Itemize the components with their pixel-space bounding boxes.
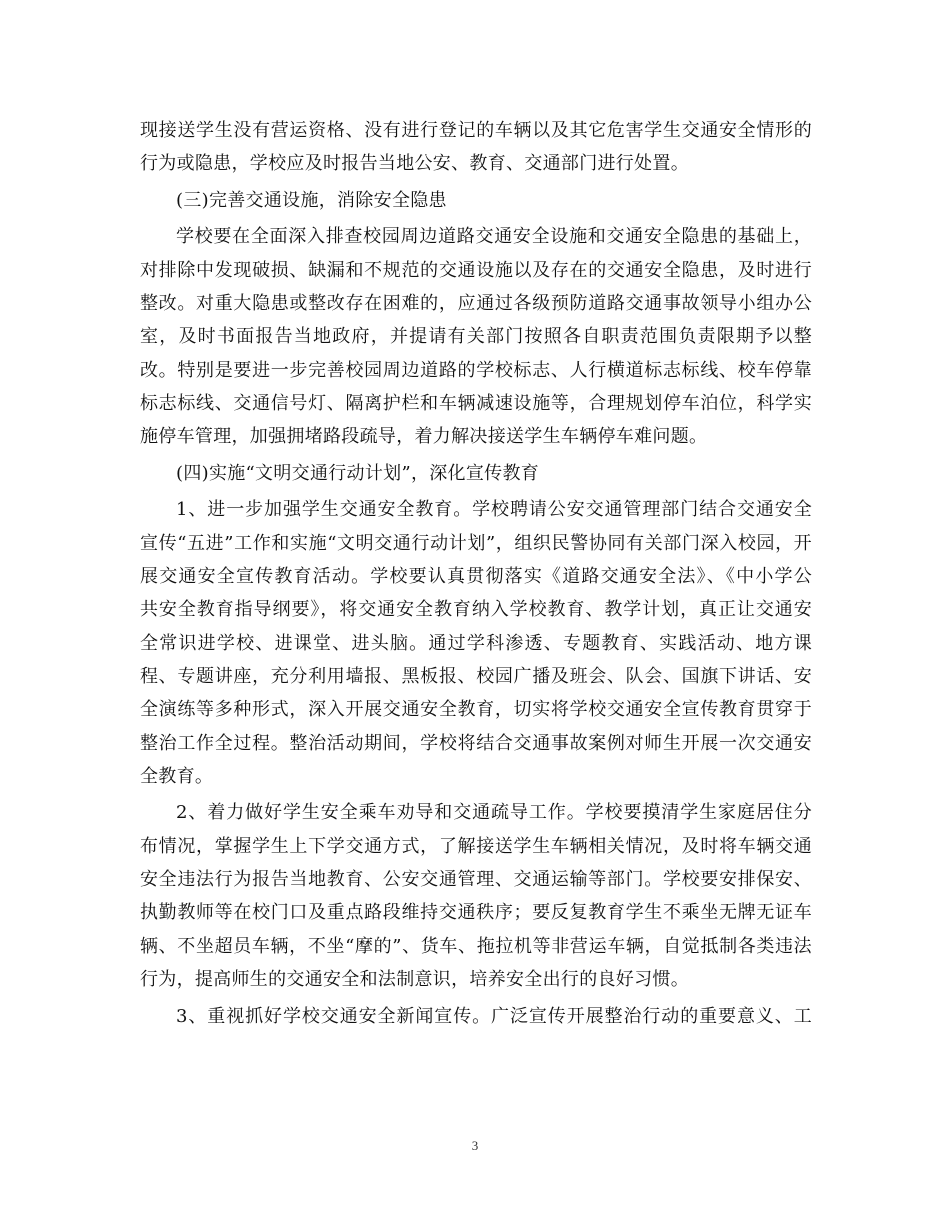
text-line: 学校要在全面深入排查校园周边道路交通安全设施和交通安全隐患的基础上， xyxy=(176,226,812,248)
text-line: 2、着力做好学生安全乘车劝导和交通疏导工作。学校要摸清学生家庭居住分 xyxy=(176,802,812,824)
paragraph xyxy=(140,796,812,996)
text-line: 共安全教育指导纲要》，将交通安全教育纳入学校教育、教学计划，真正让交通安 xyxy=(140,599,812,621)
text-line: 全教育。 xyxy=(140,765,214,787)
heading-line: (三)完善交通设施，消除安全隐患 xyxy=(176,189,447,211)
text-line: 执勤教师等在校门口及重点路段维持交通秩序；要反复教育学生不乘坐无牌无证车 xyxy=(140,902,812,924)
text-line: 3、重视抓好学校交通安全新闻宣传。广泛宣传开展整治行动的重要意义、工 xyxy=(176,1005,812,1027)
heading-line: (四)实施“文明交通行动计划”，深化宣传教育 xyxy=(176,462,540,484)
text-line: 改。特别是要进一步完善校园周边道路的学校标志、人行横道标志标线、校车停靠 xyxy=(140,359,812,381)
text-line: 对排除中发现破损、缺漏和不规范的交通设施以及存在的交通安全隐患，及时进行 xyxy=(140,259,812,281)
text-line: 宣传“五进”工作和实施“文明交通行动计划”，组织民警协同有关部门深入校园，开 xyxy=(140,532,812,554)
body-text xyxy=(140,114,812,1033)
paragraph xyxy=(140,493,812,793)
text-line: 布情况，掌握学生上下学交通方式，了解接送学生车辆相关情况，及时将车辆交通 xyxy=(140,835,812,857)
page-number: 3 xyxy=(471,1138,479,1153)
text-line: 全常识进学校、进课堂、进头脑。通过学科渗透、专题教育、实践活动、地方课 xyxy=(140,632,812,654)
text-line: 行为或隐患，学校应及时报告当地公安、教育、交通部门进行处置。 xyxy=(140,153,689,175)
text-line: 现接送学生没有营运资格、没有进行登记的车辆以及其它危害学生交通安全情形的 xyxy=(140,120,812,141)
text-line: 展交通安全宣传教育活动。学校要认真贯彻落实《道路交通安全法》、《中小学公 xyxy=(140,566,812,588)
section-heading xyxy=(140,457,812,490)
text-line: 整治工作全过程。整治活动期间，学校将结合交通事故案例对师生开展一次交通安 xyxy=(140,732,812,754)
text-line: 安全违法行为报告当地教育、公安交通管理、交通运输等部门。学校要安排保安、 xyxy=(140,869,812,891)
paragraph xyxy=(140,114,812,181)
text-line: 程、专题讲座，充分利用墙报、黑板报、校园广播及班会、队会、国旗下讲话、安 xyxy=(140,665,812,687)
text-line: 标志标线、交通信号灯、隔离护栏和车辆减速设施等，合理规划停车泊位，科学实 xyxy=(140,392,812,414)
paragraph xyxy=(140,220,812,453)
section-heading xyxy=(140,184,812,217)
text-line: 室，及时书面报告当地政府，并提请有关部门按照各自职责范围负责限期予以整 xyxy=(140,326,812,348)
text-line: 全演练等多种形式，深入开展交通安全教育，切实将学校交通安全宣传教育贯穿于 xyxy=(140,699,812,721)
paragraph xyxy=(140,1000,812,1033)
text-line: 辆、不坐超员车辆，不坐“摩的”、货车、拖拉机等非营运车辆，自觉抵制各类违法 xyxy=(140,935,812,957)
text-line: 施停车管理，加强拥堵路段疏导，着力解决接送学生车辆停车难问题。 xyxy=(140,426,708,448)
text-line: 行为，提高师生的交通安全和法制意识，培养安全出行的良好习惯。 xyxy=(140,968,689,990)
text-line: 整改。对重大隐患或整改存在困难的，应通过各级预防道路交通事故领导小组办公 xyxy=(140,293,812,315)
text-line: 1、进一步加强学生交通安全教育。学校聘请公安交通管理部门结合交通安全 xyxy=(176,499,812,521)
